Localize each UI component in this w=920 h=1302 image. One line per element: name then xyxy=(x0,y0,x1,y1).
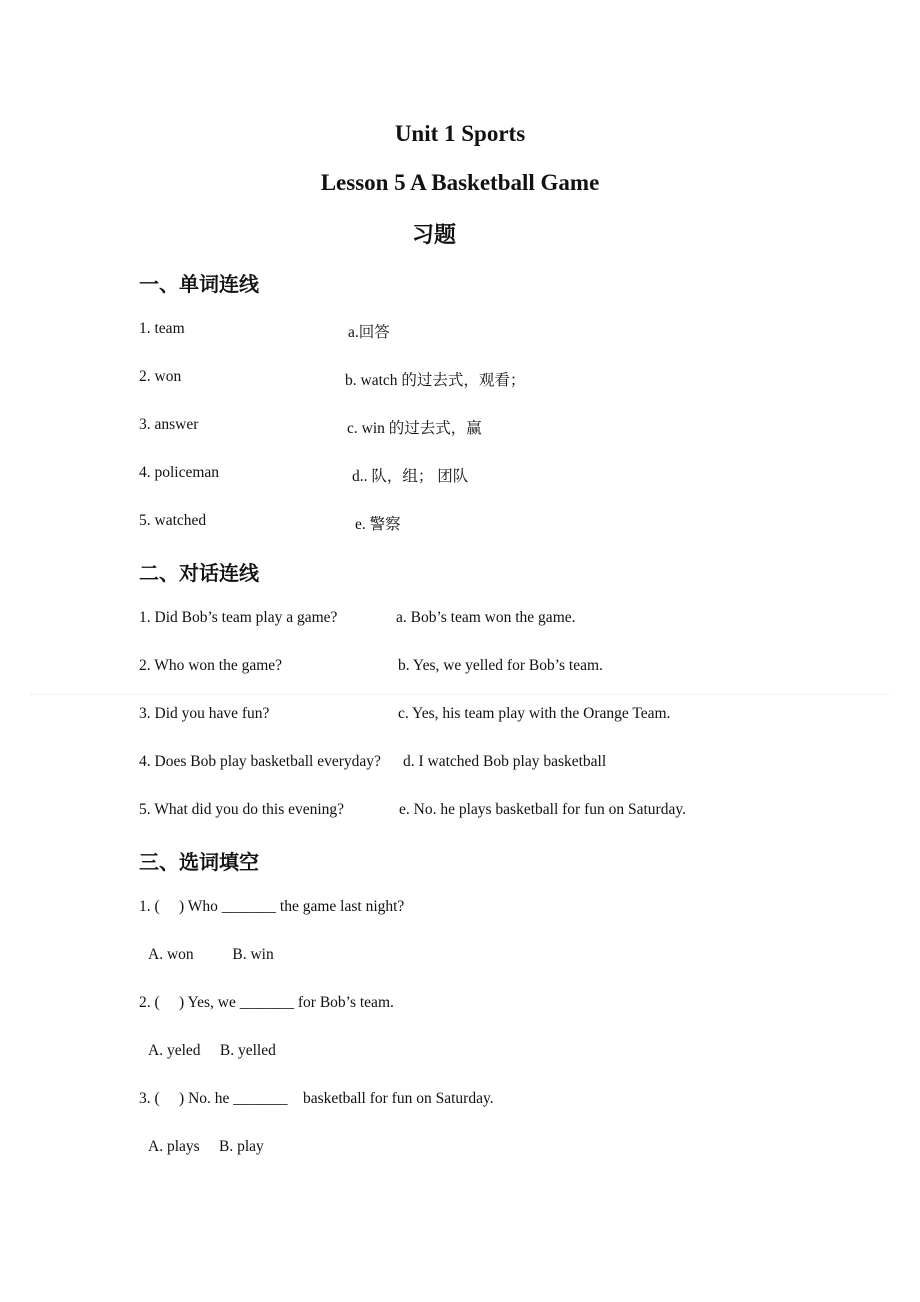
answer-item-d: d. I watched Bob play basketball xyxy=(403,753,607,770)
word-item-4: 4. policeman xyxy=(139,464,220,481)
word-item-1: 1. team xyxy=(139,320,185,337)
lesson-title: Lesson 5 A Basketball Game xyxy=(320,170,600,195)
meaning-item-a: a.回答 xyxy=(348,324,390,341)
question-item-1: 1. Did Bob’s team play a game? xyxy=(139,609,338,626)
fill-options-3: A. plays B. play xyxy=(148,1138,264,1155)
meaning-item-b: b. watch 的过去式，观看； xyxy=(345,372,526,389)
meaning-item-d: d.. 队，组； 团队 xyxy=(352,468,469,485)
question-item-5: 5. What did you do this evening? xyxy=(139,801,345,818)
answer-item-e: e. No. he plays basketball for fun on Saturday. xyxy=(399,801,686,818)
answer-item-b: b. Yes, we yelled for Bob’s team. xyxy=(398,657,603,674)
fill-question-2: 2. ( ) Yes, we _______ for Bob’s team. xyxy=(139,994,394,1011)
exercise-title: 习题 xyxy=(411,223,456,248)
fill-question-3: 3. ( ) No. he _______ basketball for fun on Saturday. xyxy=(139,1090,494,1107)
answer-item-a: a. Bob’s team won the game. xyxy=(396,609,576,626)
section1-heading: 一、单词连线 xyxy=(139,272,259,296)
question-item-4: 4. Does Bob play basketball everyday? xyxy=(139,753,381,770)
question-item-3: 3. Did you have fun? xyxy=(139,705,270,722)
fill-options-2: A. yeled B. yelled xyxy=(148,1042,276,1059)
unit-title: Unit 1 Sports xyxy=(394,121,526,146)
question-item-2: 2. Who won the game? xyxy=(139,657,283,674)
word-item-2: 2. won xyxy=(139,368,182,385)
meaning-item-c: c. win 的过去式，赢 xyxy=(347,420,482,437)
word-item-5: 5. watched xyxy=(139,512,207,529)
fill-question-1: 1. ( ) Who _______ the game last night? xyxy=(139,898,405,915)
page-divider xyxy=(30,694,890,695)
meaning-item-e: e. 警察 xyxy=(355,516,401,533)
word-item-3: 3. answer xyxy=(139,416,199,433)
fill-options-1: A. won B. win xyxy=(148,946,274,963)
section3-heading: 三、选词填空 xyxy=(139,850,259,874)
section2-heading: 二、对话连线 xyxy=(139,561,259,585)
answer-item-c: c. Yes, his team play with the Orange Team. xyxy=(398,705,671,722)
